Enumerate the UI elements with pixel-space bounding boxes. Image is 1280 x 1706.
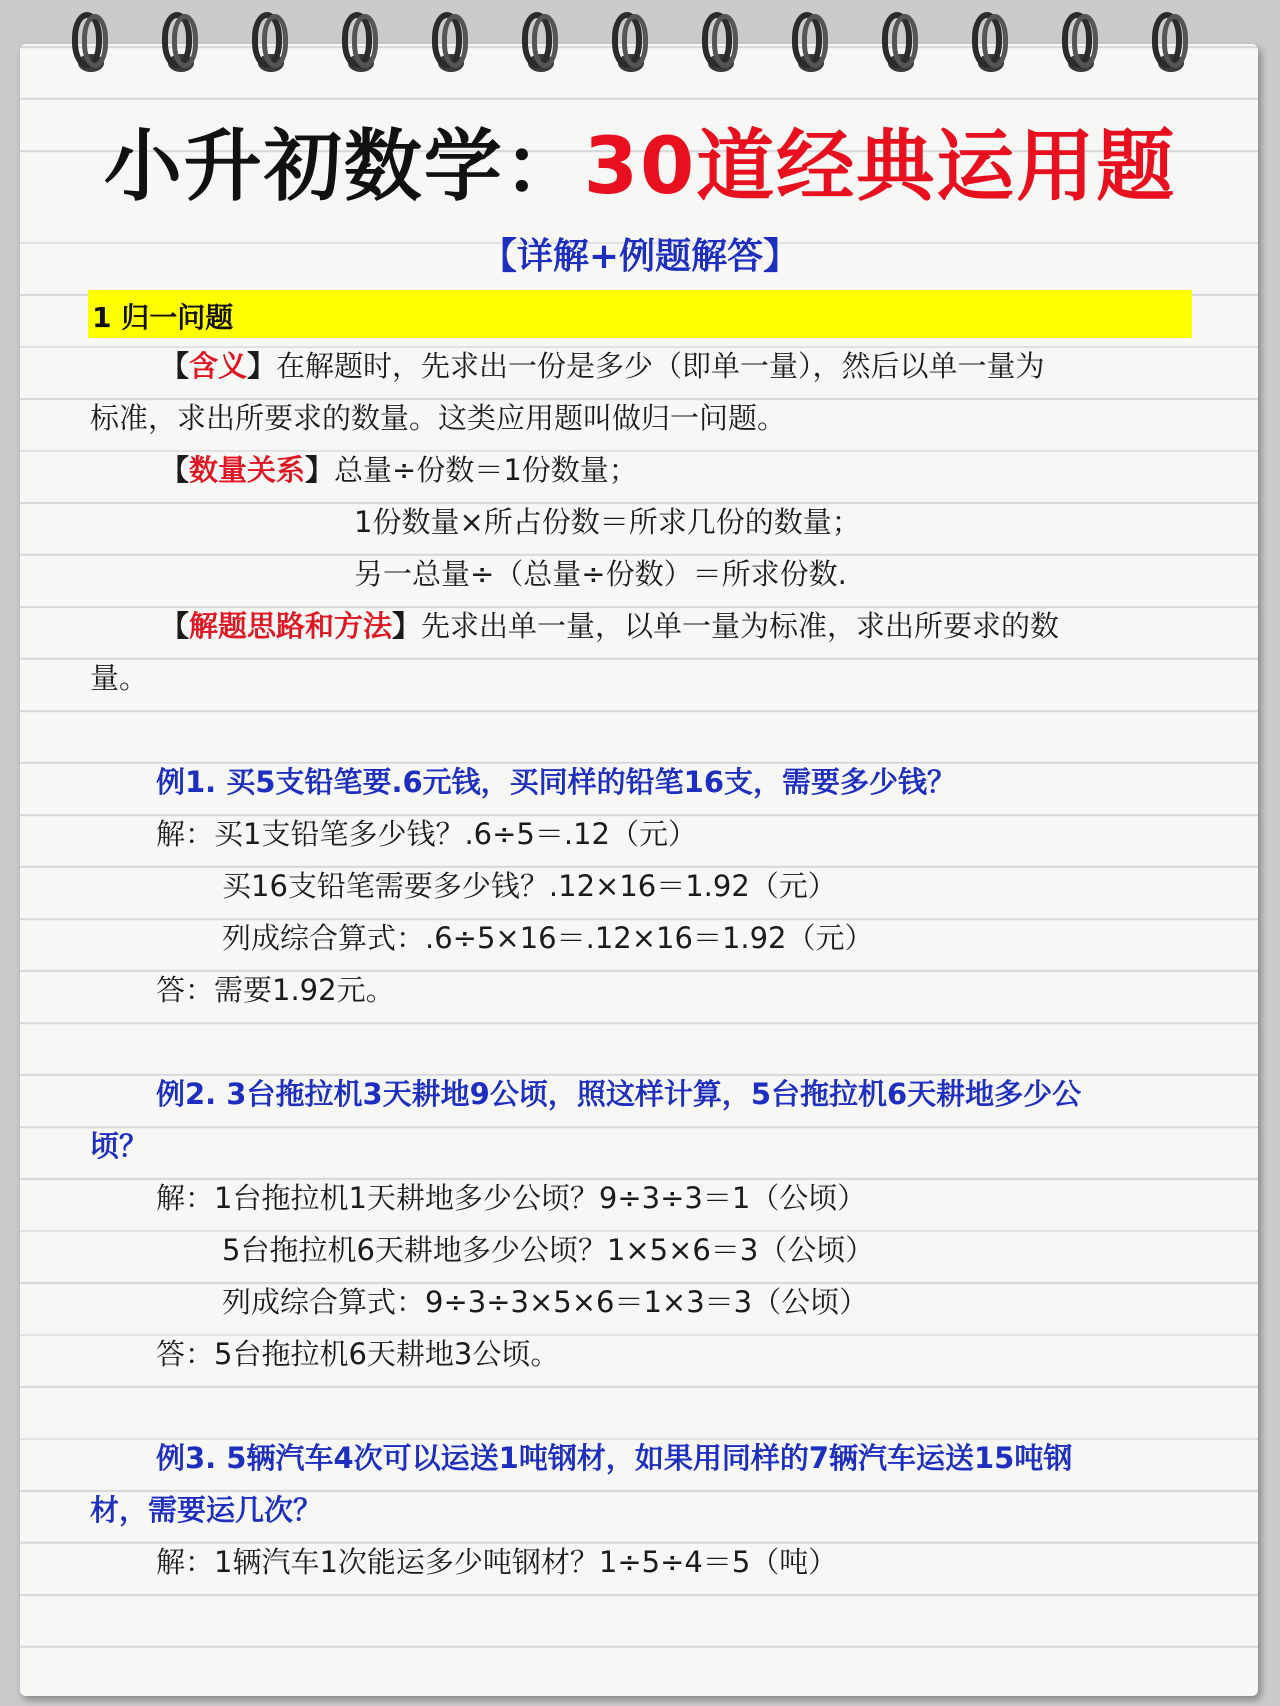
example-3-solution-1: 解：1辆汽车1次能运多少吨钢材？1÷5÷4＝5（吨） bbox=[156, 1545, 838, 1579]
example-2-solution-1: 解：1台拖拉机1天耕地多少公顷？9÷3÷3＝1（公顷） bbox=[156, 1181, 867, 1215]
section-heading: 1 归一问题 bbox=[92, 301, 234, 334]
example-3-question: 例3. 5辆汽车4次可以运送1吨钢材，如果用同样的7辆汽车运送15吨钢 bbox=[156, 1441, 1073, 1475]
example-2-answer: 答：5台拖拉机6天耕地3公顷。 bbox=[156, 1337, 560, 1371]
example-1-solution-1: 解：买1支铅笔多少钱？.6÷5＝.12（元） bbox=[156, 817, 697, 851]
example-3-question-cont: 材，需要运几次？ bbox=[90, 1493, 323, 1527]
meaning-text-1: 在解题时，先求出一份是多少（即单一量），然后以单一量为 bbox=[276, 349, 1045, 383]
method-tag: 解题思路和方法 bbox=[189, 609, 393, 643]
meaning-text-2: 标准，求出所要求的数量。这类应用题叫做归一问题。 bbox=[90, 401, 787, 435]
example-2-question: 例2. 3台拖拉机3天耕地9公顷，照这样计算，5台拖拉机6天耕地多少公 bbox=[156, 1077, 1082, 1111]
page-subtitle: 【详解+例题解答】 bbox=[480, 236, 800, 277]
title-highlight: 30道经典运用题 bbox=[583, 122, 1177, 212]
example-1-question: 例1. 买5支铅笔要.6元钱，买同样的铅笔16支，需要多少钱？ bbox=[156, 765, 957, 799]
example-1-solution-2: 买16支铅笔需要多少钱？.12×16＝1.92（元） bbox=[222, 869, 837, 903]
example-1-answer: 答：需要1.92元。 bbox=[156, 973, 395, 1007]
page-title bbox=[0, 104, 1280, 216]
meaning-paragraph: 【含义】在解题时，先求出一份是多少（即单一量），然后以单一量为 bbox=[160, 349, 1045, 383]
meaning-tag: 含义 bbox=[189, 349, 248, 383]
example-2-solution-2: 5台拖拉机6天耕地多少公顷？1×5×6＝3（公顷） bbox=[222, 1233, 875, 1267]
title-main: 小升初数学： bbox=[103, 122, 584, 212]
relation-paragraph: 【数量关系】总量÷份数＝1份数量； bbox=[160, 453, 638, 487]
section-highlight-bar bbox=[88, 290, 1192, 338]
example-1-solution-3: 列成综合算式：.6÷5×16＝.12×16＝1.92（元） bbox=[222, 921, 874, 955]
relation-formula-3: 另一总量÷（总量÷份数）＝所求份数. bbox=[354, 557, 847, 591]
relation-formula-2: 1份数量×所占份数＝所求几份的数量； bbox=[354, 505, 861, 539]
relation-formula-1: 总量÷份数＝1份数量； bbox=[334, 453, 638, 487]
example-2-solution-3: 列成综合算式：9÷3÷3×5×6＝1×3＝3（公顷） bbox=[222, 1285, 869, 1319]
relation-tag: 数量关系 bbox=[189, 453, 306, 487]
example-2-question-cont: 顷？ bbox=[90, 1129, 149, 1163]
method-text-2: 量。 bbox=[90, 661, 149, 695]
method-paragraph: 【解题思路和方法】先求出单一量，以单一量为标准，求出所要求的数 bbox=[160, 609, 1060, 643]
method-text-1: 先求出单一量，以单一量为标准，求出所要求的数 bbox=[421, 609, 1060, 643]
